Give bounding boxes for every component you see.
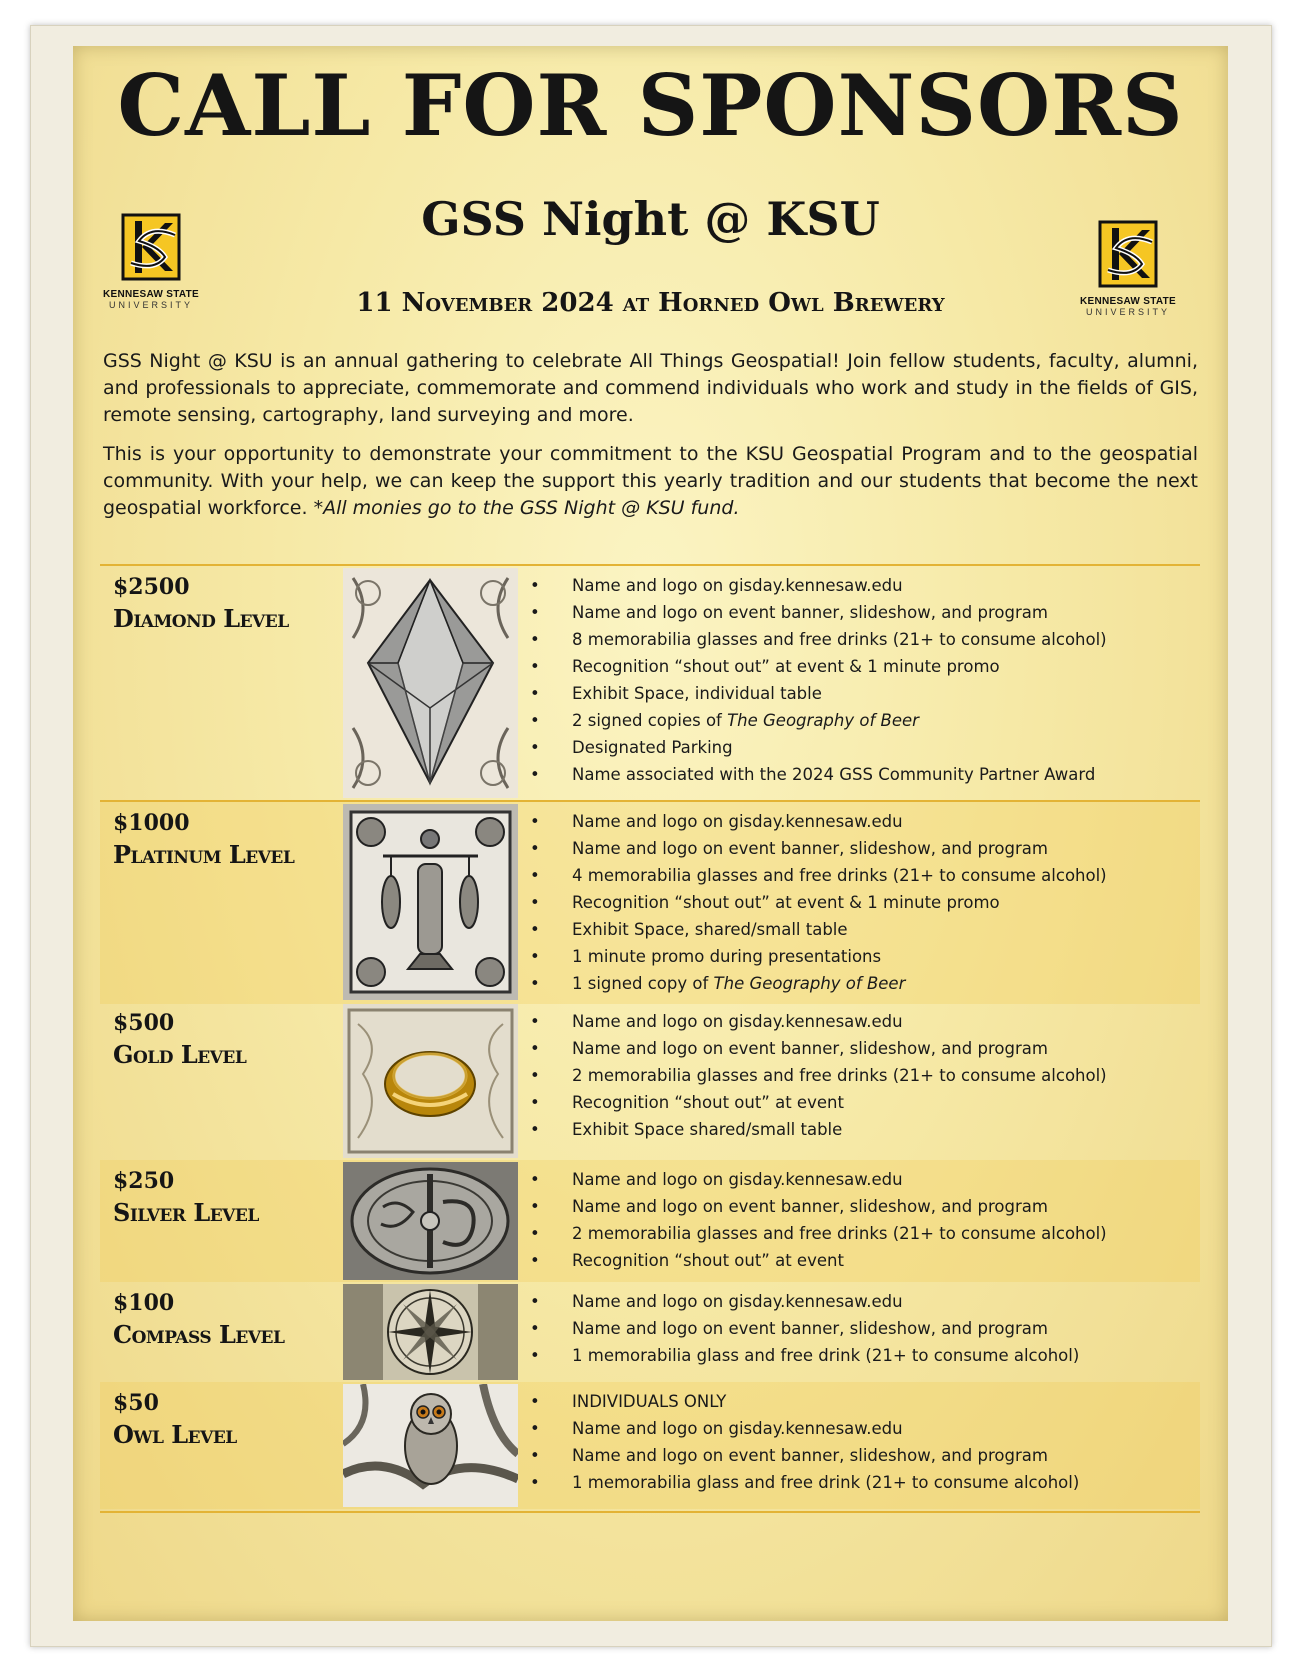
benefit-item: • Name and logo on event banner, slideshow, and program	[530, 1442, 1079, 1469]
benefit-item: • Name and logo on event banner, slideshow, and program	[530, 1193, 1107, 1220]
benefit-item: • Name and logo on event banner, slideshow, and program	[530, 599, 1107, 626]
tier-price: $500	[113, 1010, 175, 1036]
tier-level-name: Silver Level	[113, 1198, 259, 1227]
benefit-item: • Name and logo on gisday.kennesaw.edu	[530, 1008, 1107, 1035]
tier-price: $1000	[113, 810, 190, 836]
intro-paragraph-2	[103, 441, 1198, 522]
tier-level-name: Gold Level	[113, 1040, 247, 1069]
benefit-item: • Exhibit Space, individual table	[530, 680, 1107, 707]
benefit-item: • INDIVIDUALS ONLY	[530, 1388, 1079, 1415]
benefit-item: • Name and logo on event banner, slideshow, and program	[530, 835, 1107, 862]
benefit-item: • Name and logo on gisday.kennesaw.edu	[530, 1288, 1079, 1315]
tier-benefits	[530, 1166, 1107, 1274]
tier-benefits	[530, 808, 1107, 997]
benefit-text: 1 signed copy of	[572, 974, 714, 993]
sponsorship-tiers	[100, 564, 1200, 1513]
compass-illustration	[343, 1284, 518, 1380]
tier-price: $250	[113, 1168, 175, 1194]
event-date-venue: 11 November 2024 at Horned Owl Brewery	[356, 288, 945, 318]
tier-diamond	[100, 566, 1200, 800]
intro-paragraph-1: GSS Night @ KSU is an annual gathering to celebrate All Things Geospatial! Join fellow students, faculty, alumni, and professionals to appreciate, commemorate and commend individuals who work and study in the fields of GIS, remote sensing, cartography, land surveying and more.	[103, 350, 1198, 426]
benefit-item: • Recognition “shout out” at event	[530, 1247, 1107, 1274]
logo-line1: KENNESAW STATE	[1079, 296, 1177, 307]
poster-title: CALL FOR SPONSORS	[117, 56, 1184, 155]
benefit-item: • 4 memorabilia glasses and free drinks (21+ to consume alcohol)	[530, 862, 1107, 889]
benefit-item	[530, 707, 1107, 734]
benefit-item: • Recognition “shout out” at event	[530, 1089, 1107, 1116]
tier-benefits	[530, 1008, 1107, 1143]
funds-note: *All monies go to the GSS Night @ KSU fund.	[313, 497, 740, 519]
ksu-logo-left	[91, 211, 211, 310]
benefit-item: • 1 memorabilia glass and free drink (21+ to consume alcohol)	[530, 1469, 1079, 1496]
ksu-ks-monogram-icon	[1092, 218, 1164, 290]
tier-level-name: Diamond Level	[113, 604, 289, 633]
tier-price: $50	[113, 1390, 159, 1416]
tier-compass	[100, 1282, 1200, 1382]
intro-paragraph-2-text: This is your opportunity to demonstrate your commitment to the KSU Geospatial Program and to the geospatial community. With your help, we can keep the support this yearly tradition and our students that become the next geospatial workforce.	[103, 443, 1198, 519]
benefit-item: • Recognition “shout out” at event & 1 minute promo	[530, 653, 1107, 680]
tier-benefits	[530, 572, 1107, 788]
gold-ring-illustration	[343, 1004, 518, 1158]
logo-line2: UNIVERSITY	[1085, 307, 1170, 317]
tier-level-name: Platinum Level	[113, 840, 295, 869]
tier-benefits	[530, 1288, 1079, 1369]
intro-text	[103, 348, 1198, 534]
logo-line1: KENNESAW STATE	[102, 289, 200, 300]
tier-silver	[100, 1160, 1200, 1282]
tier-level-name: Compass Level	[113, 1320, 285, 1349]
benefit-item: • Name and logo on gisday.kennesaw.edu	[530, 572, 1107, 599]
tier-platinum	[100, 800, 1200, 1004]
benefit-item: • 2 memorabilia glasses and free drinks (21+ to consume alcohol)	[530, 1220, 1107, 1247]
benefit-item: • Name and logo on event banner, slideshow, and program	[530, 1315, 1079, 1342]
tier-price: $100	[113, 1290, 175, 1316]
diamond-illustration	[343, 568, 518, 798]
ksu-ks-monogram-icon	[115, 211, 187, 283]
logo-line2: UNIVERSITY	[108, 300, 193, 310]
sponsor-poster	[73, 46, 1228, 1621]
tier-benefits	[530, 1388, 1079, 1496]
benefit-item: • Name and logo on gisday.kennesaw.edu	[530, 1415, 1079, 1442]
benefit-item: • Name and logo on gisday.kennesaw.edu	[530, 808, 1107, 835]
tier-gold	[100, 1002, 1200, 1160]
benefit-item: • 1 memorabilia glass and free drink (21+ to consume alcohol)	[530, 1342, 1079, 1369]
benefit-item: • Recognition “shout out” at event & 1 minute promo	[530, 889, 1107, 916]
book-title: The Geography of Beer	[727, 711, 919, 730]
benefit-item: • Name and logo on event banner, slideshow, and program	[530, 1035, 1107, 1062]
ksu-logo-right	[1068, 218, 1188, 317]
benefit-item: • Name associated with the 2024 GSS Community Partner Award	[530, 761, 1107, 788]
benefit-item: • Name and logo on gisday.kennesaw.edu	[530, 1166, 1107, 1193]
tier-price: $2500	[113, 574, 190, 600]
silver-dragon-illustration	[343, 1162, 518, 1280]
benefit-text: 2 signed copies of	[572, 711, 728, 730]
book-title: The Geography of Beer	[713, 974, 906, 993]
benefit-item: • Exhibit Space, shared/small table	[530, 916, 1107, 943]
tier-owl	[100, 1382, 1200, 1509]
benefit-item: • 8 memorabilia glasses and free drinks (21+ to consume alcohol)	[530, 626, 1107, 653]
tier-level-name: Owl Level	[113, 1420, 237, 1449]
owl-illustration	[343, 1384, 518, 1507]
benefit-item	[530, 970, 1107, 997]
event-name: GSS Night @ KSU	[421, 192, 880, 246]
benefit-item: • 1 minute promo during presentations	[530, 943, 1107, 970]
benefit-item: • 2 memorabilia glasses and free drinks (21+ to consume alcohol)	[530, 1062, 1107, 1089]
scale-illustration	[343, 804, 518, 1000]
benefit-item: • Exhibit Space shared/small table	[530, 1116, 1107, 1143]
benefit-item: • Designated Parking	[530, 734, 1107, 761]
poster-frame	[30, 25, 1272, 1647]
